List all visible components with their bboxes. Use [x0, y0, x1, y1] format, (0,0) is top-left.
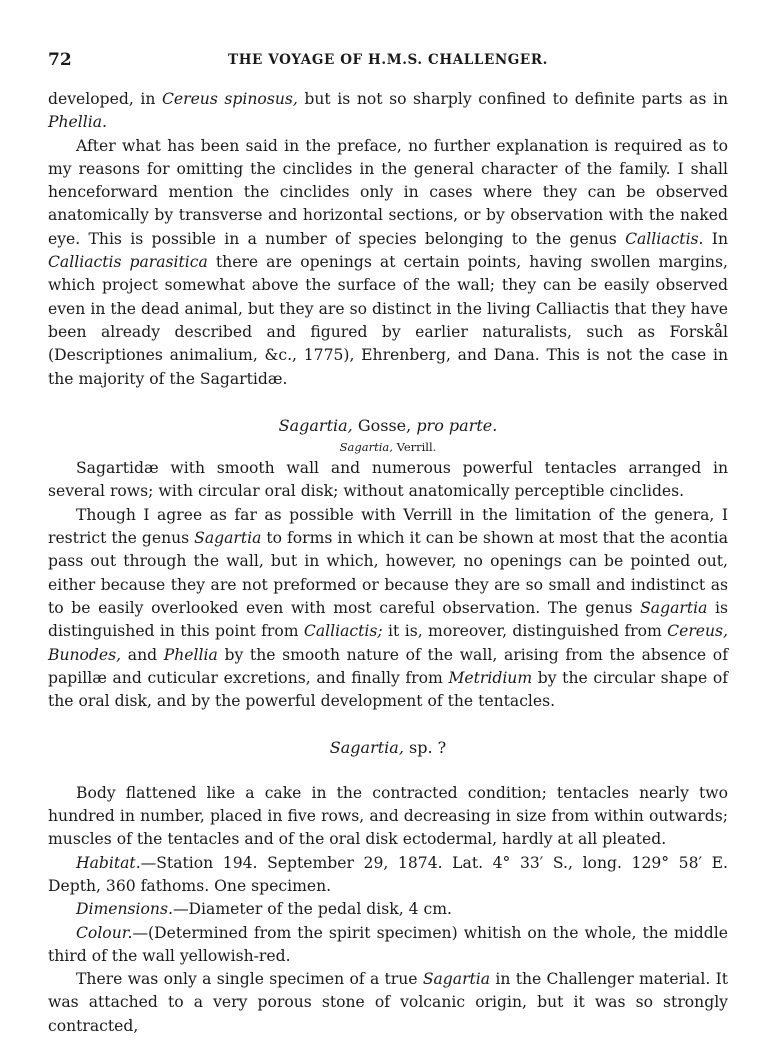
- paragraph-3: Sagartidæ with smooth wall and numerous powerful tentacles arranged in several rows; with circular oral disk; without anatomically perceptible cinclides.: [48, 459, 728, 501]
- genus-heading: Sagartia, Gosse, pro parte.: [278, 415, 498, 435]
- running-head: [48, 50, 728, 72]
- species-heading: Sagartia, sp. ?: [329, 738, 447, 758]
- page-number: 72: [48, 50, 72, 70]
- paragraph-1: developed, in Cereus spinosus, but is not so sharply confined to definite parts as in Phellia.: [48, 90, 728, 132]
- paragraph-4: Though I agree as far as possible with Verrill in the limitation of the genera, I restrict the genus Sagartia to forms in which it can be shown at most that the acontia pass out through the wall, but in which, however, no openings can be pointed out, either because they are not preformed or because they are so small and indistinct as to be easily overlooked even with most careful observation. The genus Sagartia is distinguished in this point from Calliactis; it is, moreover, distinguished from Cereus, Bunodes, and Phellia by the smooth nature of the wall, arising from the absence of papillæ and cuticular excretions, and finally from Metridium by the circular shape of the oral disk, and by the powerful development of the tentacles.: [48, 505, 729, 711]
- genus-subheading: Sagartia, Verrill.: [339, 440, 437, 455]
- habitat-paragraph: Habitat.—Station 194. September 29, 1874. Lat. 4° 33′ S., long. 129° 58′ E. Depth, 360 fathoms. One specimen.: [48, 853, 728, 895]
- paragraph-2: After what has been said in the preface, no further explanation is required as to my reasons for omitting the cinclides in the general character of the family. I shall henceforward mention the cinclides only in cases where they can be observed anatomically by transverse and horizontal sections, or by observation with the naked eye. This is possible in a number of species belonging to the genus Calliactis. In Calliactis parasitica there are openings at certain points, having swollen margins, which project somewhat above the surface of the wall; they can be easily observed even in the dead animal, but they are so distinct in the living Calliactis that they have been already described and figured by earlier naturalists, such as Forskål (Descriptiones animalium, &c., 1775), Ehrenberg, and Dana. This is not the case in the majority of the Sagartidæ.: [48, 136, 728, 388]
- running-title: THE VOYAGE OF H.M.S. CHALLENGER.: [228, 52, 548, 68]
- paragraph-5: Body flattened like a cake in the contracted condition; tentacles nearly two hundred in number, placed in five rows, and decreasing in size from within outwards; muscles of the tentacles and of the oral disk ectodermal, hardly at all pleated.: [48, 783, 728, 849]
- paragraph-9: There was only a single specimen of a true Sagartia in the Challenger material. It was attached to a very porous stone of volcanic origin, but it was so strongly contracted,: [48, 970, 728, 1035]
- page-body: [48, 88, 728, 1038]
- colour-paragraph: Colour.—(Determined from the spirit specimen) whitish on the whole, the middle third of the wall yellowish-red.: [48, 923, 728, 965]
- dimensions-paragraph: Dimensions.—Diameter of the pedal disk, 4 cm.: [76, 900, 452, 919]
